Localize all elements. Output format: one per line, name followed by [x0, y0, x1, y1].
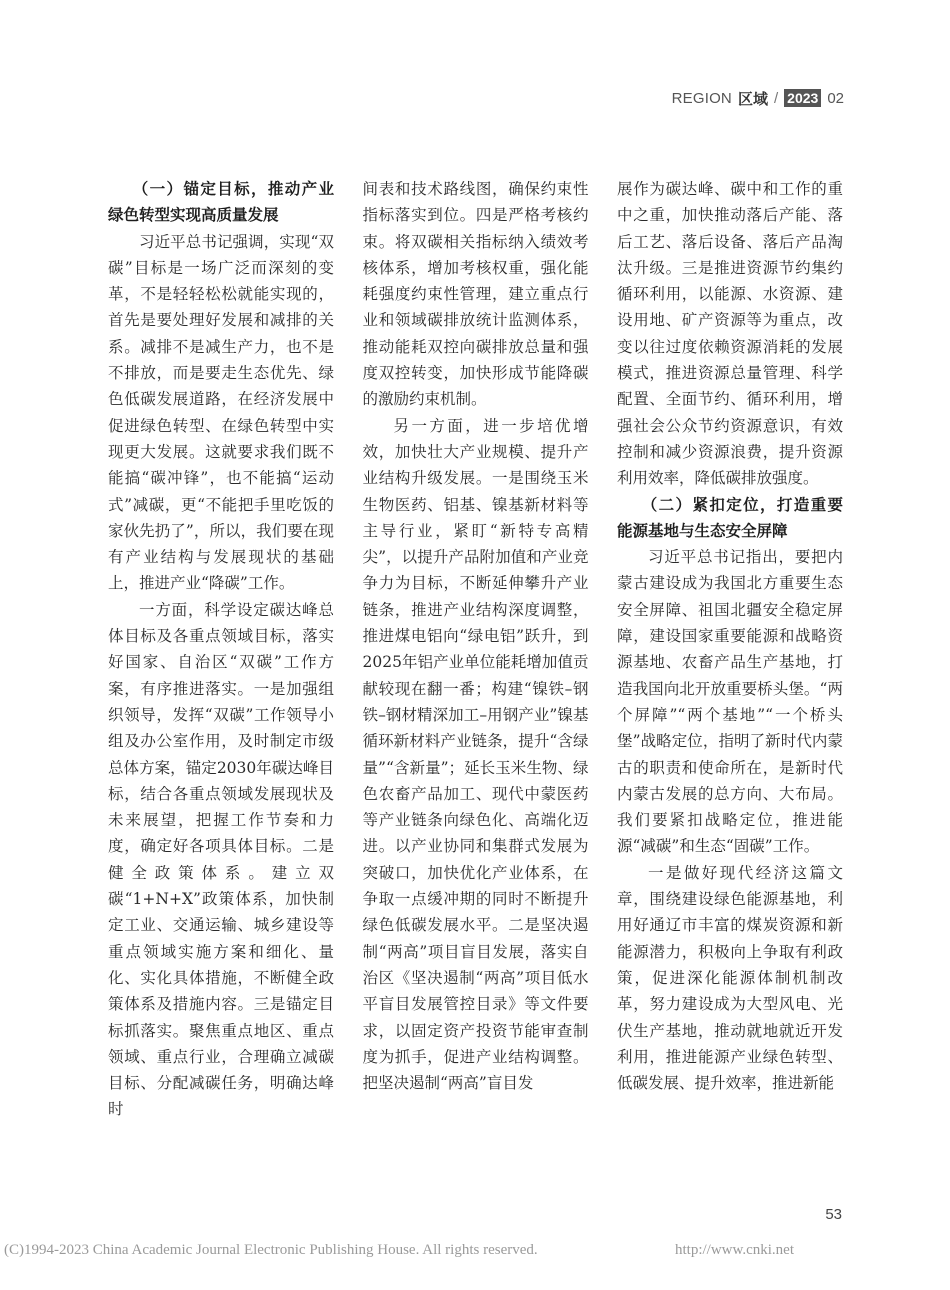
paragraph: 一是做好现代经济这篇文章，围绕建设绿色能源基地，利用好通辽市丰富的煤炭资源和新能源潜力，积极向上争取有利政策，促进深化能源体制机制改革，努力建设成为大型风电、光伏生产基地，推动就地就近开发利用，推进能源产业绿色转型、低碳发展、提升效率，推进新能 [617, 863, 843, 1093]
text-column-3 [617, 176, 843, 1191]
header-region: REGION [671, 89, 732, 107]
header-separator: / [773, 89, 779, 107]
paragraph-continued: 展作为碳达峰、碳中和工作的重中之重，加快推动落后产能、落后工艺、落后设备、落后产品淘汰升级。三是推进资源节约集约循环利用，以能源、水资源、建设用地、矿产资源等为重点，改变以往过度依赖资源消耗的发展模式，推进资源总量管理、科学配置、全面节约、循环利用，增强社会公众节约资源意识，有效控制和减少资源浪费，提升资源利用效率，降低碳排放强度。 [617, 180, 843, 488]
copyright-text: (C)1994-2023 China Academic Journal Electronic Publishing House. All rights reserved. [4, 1242, 538, 1258]
running-header [672, 86, 844, 110]
header-year-badge: 2023 [784, 89, 821, 107]
paragraph: 习近平总书记指出，要把内蒙古建设成为我国北方重要生态安全屏障、祖国北疆安全稳定屏障，建设国家重要能源和战略资源基地、农畜产品生产基地，打造我国向北开放重要桥头堡。“两个屏障”“两个基地”“一个桥头堡”战略定位，指明了新时代内蒙古的职责和使命所在，是新时代内蒙古发展的总方向、大布局。我们要紧扣战略定位，推进能源“减碳”和生态“固碳”工作。 [617, 548, 843, 856]
header-issue: 02 [827, 89, 844, 107]
footer-url[interactable]: http://www.cnki.net [674, 1242, 794, 1258]
paragraph: 习近平总书记强调，实现“双碳”目标是一场广泛而深刻的变革，不是轻轻松松就能实现的，首先是要处理好发展和减排的关系。减排不是减生产力，也不是不排放，而是要走生态优先、绿色低碳发展道路，在经济发展中促进绿色转型、在绿色转型中实现更大发展。这就要求我们既不能搞“碳冲锋”，也不能搞“运动式”减碳，更“不能把手里吃饭的家伙先扔了”，所以，我们要在现有产业结构与发展现状的基础上，推进产业“降碳”工作。 [108, 232, 334, 593]
text-column-2 [363, 176, 589, 1191]
article-body [108, 176, 843, 1191]
paragraph: 另一方面，进一步培优增效，加快壮大产业规模、提升产业结构升级发展。一是围绕玉米生物医药、铝基、镍基新材料等主导行业，紧盯“新特专高精尖”，以提升产品附加值和产业竞争力为目标，不断延伸攀升产业链条，推进产业结构深度调整，推进煤电铝向“绿电铝”跃升，到2025年铝产业单位能耗增加值贡献较现在翻一番；构建“镍铁–钢铁–钢材精深加工–用钢产业”镍基循环新材料产业链条，提升“含绿量”“含新量”；延长玉米生物、绿色农畜产品加工、现代中蒙医药等产业链条向绿色化、高端化迈进。以产业协同和集群式发展为突破口，加快优化产业体系，在争取一点缓冲期的同时不断提升绿色低碳发展水平。二是坚决遏制“两高”项目盲目发展，落实自治区《坚决遏制“两高”项目低水平盲目发展管控目录》等文件要求，以固定资产投资节能审查制度为抓手，促进产业结构调整。把坚决遏制“两高”盲目发 [362, 416, 589, 1093]
section-heading: （一）锚定目标，推动产业绿色转型实现高质量发展 [108, 180, 334, 225]
copyright-footer [4, 1242, 794, 1259]
paragraph-continued: 间表和技术路线图，确保约束性指标落实到位。四是严格考核约束。将双碳相关指标纳入绩效考核体系，增加考核权重，强化能耗强度约束性管理，建立重点行业和领域碳排放统计监测体系，推动能耗双控向碳排放总量和强度双控转变，加快形成节能降碳的激励约束机制。 [362, 180, 589, 409]
section-heading: （二）紧扣定位，打造重要能源基地与生态安全屏障 [617, 495, 843, 540]
page-number: 53 [825, 1206, 842, 1223]
paragraph: 一方面，科学设定碳达峰总体目标及各重点领域目标，落实好国家、自治区“双碳”工作方案，有序推进落实。一是加强组织领导，发挥“双碳”工作领导小组及办公室作用，及时制定市级总体方案，锚定2030年碳达峰目标，结合各重点领域发展现状及未来展望，把握工作节奏和力度，确定好各项具体目标。二是健全政策体系。建立双碳“1+N+X”政策体系，加快制定工业、交通运输、城乡建设等重点领域实施方案和细化、量化、实化具体措施，不断健全政策体系及措施内容。三是锚定目标抓落实。聚焦重点地区、重点领域、重点行业，合理确立减碳目标、分配减碳任务，明确达峰时 [108, 600, 334, 1119]
text-column-1 [108, 176, 334, 1191]
header-zone: 区域 [737, 90, 768, 108]
